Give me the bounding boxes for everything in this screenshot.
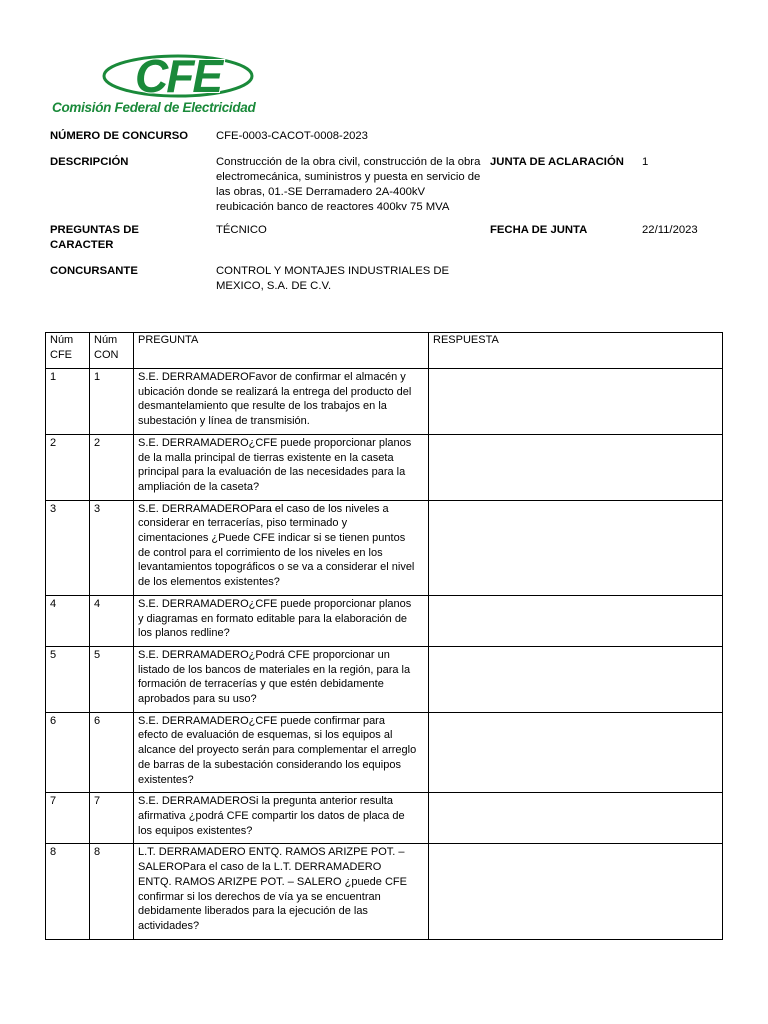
- question-line: y diagramas en formato editable para la elaboración de: [138, 612, 408, 625]
- question-line: ubicación donde se realizará la entrega del producto del: [138, 385, 412, 398]
- question-line: cimentaciones ¿Puede CFE indicar si se tienen puntos: [138, 532, 406, 545]
- question-line: alcance del proyecto serán para complementar el arreglo: [138, 744, 417, 757]
- description-line: reubicación banco de reactores 400kv 75 MVA: [216, 201, 450, 213]
- num-cfe-cell: 8: [46, 844, 90, 939]
- contest-number-label: NÚMERO DE CONCURSO: [50, 130, 189, 142]
- question-line: desmantelamiento que resulte de los trabajos en la: [138, 400, 387, 413]
- answer-cell: [429, 844, 723, 939]
- question-line: principal para la evaluación de las necesidades para la: [138, 466, 406, 479]
- table-row: [46, 595, 723, 646]
- num-con-cell: 6: [90, 712, 134, 793]
- table-row: [46, 793, 723, 844]
- question-line: subestación y línea de transmisión.: [138, 415, 310, 428]
- questions-table: [45, 332, 723, 940]
- bidder-line: CONTROL Y MONTAJES INDUSTRIALES DE: [216, 265, 450, 277]
- question-line: S.E. DERRAMADEROPara el caso de los niveles a: [138, 502, 389, 515]
- question-line: confirmar si los derechos de vía ya se encuentran: [138, 890, 381, 903]
- question-line: S.E. DERRAMADEROFavor de confirmar el almacén y: [138, 371, 406, 383]
- answer-cell: [429, 793, 723, 844]
- table-row: [46, 844, 723, 939]
- num-cfe-cell: 2: [46, 434, 90, 500]
- question-line: listado de los bancos de materiales en la región, para la: [138, 663, 411, 676]
- question-line: S.E. DERRAMADERO¿Podrá CFE proporcionar un: [138, 648, 390, 661]
- question-line: S.E. DERRAMADERO¿CFE puede proporcionar planos: [138, 436, 412, 449]
- num-con-cell: 1: [90, 369, 134, 435]
- header-question: PREGUNTA: [134, 333, 429, 369]
- question-cell: [134, 500, 429, 595]
- description-line: Construcción de la obra civil, construcción de la obra: [216, 156, 481, 168]
- num-con-cell: 7: [90, 793, 134, 844]
- question-line: efecto de evaluación de esquemas, si los equipos al: [138, 729, 393, 742]
- num-cfe-cell: 1: [46, 369, 90, 435]
- question-line: afirmativa ¿podrá CFE compartir los datos de placa de: [138, 809, 405, 822]
- meeting-date-value: 22/11/2023: [642, 224, 698, 236]
- header-num-con-line: CON: [94, 348, 119, 361]
- question-line: los planos redline?: [138, 627, 230, 640]
- clarification-meeting-label: JUNTA DE ACLARACIÓN: [490, 156, 624, 168]
- num-con-cell: 3: [90, 500, 134, 595]
- contest-info: [50, 128, 730, 298]
- question-line: de barras de la subestación considerando los equipos: [138, 758, 401, 771]
- question-line: de control para el corrimiento de los niveles en los: [138, 546, 383, 559]
- question-cell: [134, 646, 429, 712]
- num-con-cell: 4: [90, 595, 134, 646]
- table-row: [46, 369, 723, 435]
- description-label: DESCRIPCIÓN: [50, 156, 129, 168]
- description-line: las obras, 01.-SE Derramadero 2A-400kV: [216, 186, 426, 198]
- question-type-row: [50, 224, 730, 268]
- question-line: actividades?: [138, 919, 200, 932]
- num-con-cell: 5: [90, 646, 134, 712]
- description-line: electromecánica, suministros y puesta en servicio de: [216, 171, 481, 183]
- question-type-label-line: CARACTER: [50, 239, 114, 251]
- question-cell: [134, 712, 429, 793]
- contest-number-value: CFE-0003-CACOT-0008-2023: [216, 130, 368, 142]
- question-cell: [134, 793, 429, 844]
- header-num-cfe: [46, 333, 90, 369]
- question-line: debidamente liberados para la ejecución de las: [138, 905, 368, 918]
- answer-cell: [429, 434, 723, 500]
- answer-cell: [429, 712, 723, 793]
- question-line: S.E. DERRAMADEROSi la pregunta anterior resulta: [138, 795, 393, 808]
- header-num-con: [90, 333, 134, 369]
- clarification-meeting-value: 1: [642, 156, 649, 168]
- num-cfe-cell: 4: [46, 595, 90, 646]
- question-line: ENTQ. RAMOS ARIZPE POT. – SALERO ¿puede CFE: [138, 875, 407, 888]
- bidder-row: [50, 265, 730, 298]
- question-line: aprobados para su uso?: [138, 693, 257, 706]
- question-cell: [134, 434, 429, 500]
- num-cfe-cell: 7: [46, 793, 90, 844]
- answer-cell: [429, 369, 723, 435]
- answer-cell: [429, 500, 723, 595]
- question-line: existentes?: [138, 773, 194, 786]
- bidder-value: [216, 264, 496, 294]
- num-cfe-cell: 3: [46, 500, 90, 595]
- cfe-logo-letters: CFE: [135, 52, 221, 100]
- cfe-full-name: Comisión Federal de Electricidad: [52, 100, 256, 115]
- question-cell: [134, 844, 429, 939]
- description-value: [216, 155, 496, 215]
- table-row: [46, 500, 723, 595]
- bidder-line: MEXICO, S.A. DE C.V.: [216, 280, 332, 292]
- description-row: [50, 156, 730, 229]
- num-con-cell: 2: [90, 434, 134, 500]
- question-line: de los elementos existentes?: [138, 576, 280, 589]
- answer-cell: [429, 595, 723, 646]
- question-line: S.E. DERRAMADERO¿CFE puede confirmar para: [138, 714, 385, 727]
- num-con-cell: 8: [90, 844, 134, 939]
- question-line: L.T. DERRAMADERO ENTQ. RAMOS ARIZPE POT. –: [138, 846, 405, 859]
- question-line: S.E. DERRAMADERO¿CFE puede proporcionar planos: [138, 597, 412, 610]
- table-row: [46, 434, 723, 500]
- question-line: SALEROPara el caso de la L.T. DERRAMADERO: [138, 861, 382, 874]
- question-line: de la malla principal de tierras existente en la caseta: [138, 451, 394, 464]
- answer-cell: [429, 646, 723, 712]
- question-type-value: TÉCNICO: [216, 224, 267, 236]
- header-num-con-line: Núm: [94, 334, 118, 346]
- table-row: [46, 646, 723, 712]
- header-num-cfe-line: Núm: [50, 334, 74, 346]
- meeting-date-label: FECHA DE JUNTA: [490, 224, 588, 236]
- question-type-label: [50, 223, 139, 253]
- num-cfe-cell: 5: [46, 646, 90, 712]
- question-line: formación de terracerías y que estén debidamente: [138, 678, 384, 691]
- table-header-row: [46, 333, 723, 369]
- cfe-logo-mark: [96, 52, 256, 100]
- cfe-logo: [50, 50, 260, 120]
- question-line: considerar en terracerías, piso terminado y: [138, 517, 348, 530]
- question-cell: [134, 369, 429, 435]
- table-row: [46, 712, 723, 793]
- header-num-cfe-line: CFE: [50, 348, 72, 361]
- question-line: ampliación de la caseta?: [138, 480, 260, 493]
- questions-body: [46, 369, 723, 940]
- bidder-label: CONCURSANTE: [50, 265, 138, 277]
- question-cell: [134, 595, 429, 646]
- header-answer: RESPUESTA: [429, 333, 723, 369]
- question-type-label-line: PREGUNTAS DE: [50, 224, 139, 236]
- question-line: levantamientos topográficos o se va a considerar el nivel: [138, 561, 415, 574]
- question-line: los equipos existentes?: [138, 824, 253, 837]
- num-cfe-cell: 6: [46, 712, 90, 793]
